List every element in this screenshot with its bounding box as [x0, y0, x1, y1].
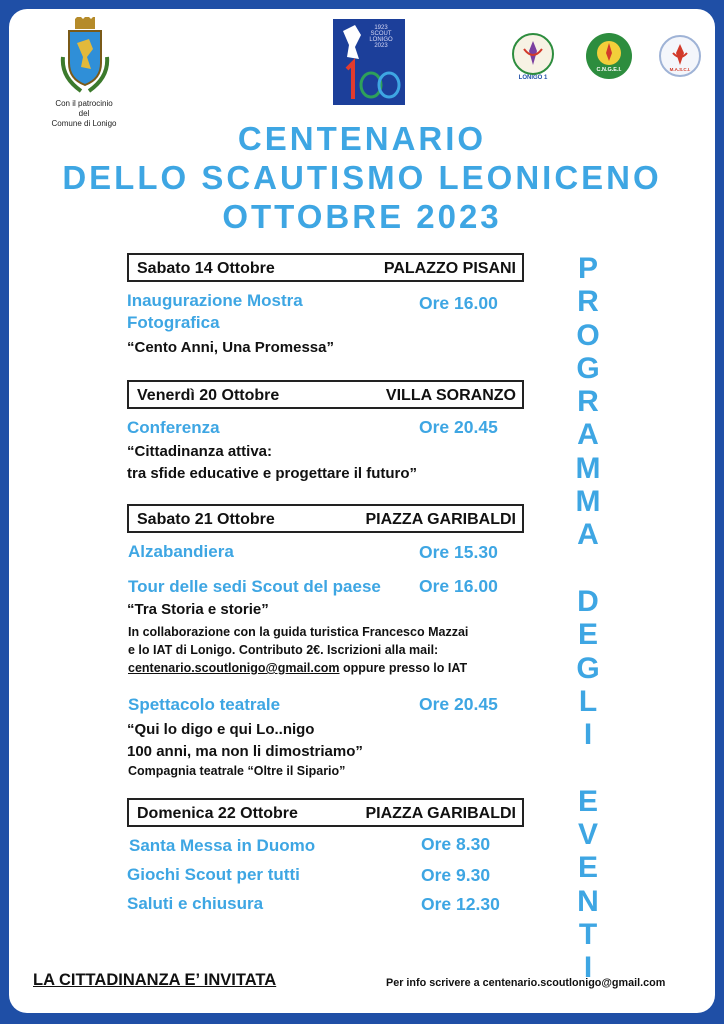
title-line-2: DELLO SCAUTISMO LEONICENO — [62, 159, 662, 196]
badge-label: C.N.G.E.I. — [596, 67, 622, 73]
vertical-letter: P — [577, 252, 598, 285]
logo-year-start: 1923 — [374, 25, 388, 31]
title-line-3: OTTOBRE 2023 — [222, 198, 502, 235]
event-info — [128, 623, 468, 677]
section-place: PIAZZA GARIBALDI — [365, 511, 516, 528]
event-info-line — [128, 659, 468, 677]
vertical-letter: G — [576, 651, 600, 685]
vertical-programme-label — [568, 252, 608, 985]
email-link[interactable]: centenario.scoutlonigo@gmail.com — [128, 661, 340, 675]
event-time: Ore 20.45 — [419, 417, 498, 437]
event-title: Santa Messa in Duomo — [129, 836, 316, 855]
section-header — [127, 798, 524, 827]
event-title-line: Fotografica — [127, 313, 220, 332]
event-quote-line: tra sfide educative e progettare il futuro” — [127, 465, 418, 482]
event-time: Ore 15.30 — [419, 542, 498, 562]
cngei-badge — [586, 33, 632, 79]
masci-badge — [659, 35, 701, 77]
vertical-letter: V — [577, 818, 598, 852]
vertical-letter: E — [577, 618, 598, 652]
vertical-letter: L — [578, 684, 598, 718]
event-title-line: Inaugurazione Mostra — [127, 291, 303, 310]
badge-label: M.A.S.C.I. — [669, 67, 691, 72]
event-quote-line: 100 anni, ma non li dimostriamo” — [127, 743, 363, 760]
patronage-line: del — [78, 109, 90, 118]
event-time: Ore 12.30 — [421, 894, 500, 914]
vertical-letter: A — [577, 518, 599, 552]
section-date: Domenica 22 Ottobre — [137, 805, 298, 822]
event-quote — [127, 441, 417, 485]
lonigo-1-badge — [512, 33, 554, 81]
contact-info: Per info scrivere a centenario.scoutlonigo@gmail.com — [386, 977, 666, 989]
vertical-letter: M — [575, 485, 601, 519]
vertical-letter: G — [576, 351, 600, 385]
vertical-letter: N — [577, 884, 599, 918]
invitation-text: LA CITTADINANZA E’ INVITATA — [33, 971, 277, 989]
event-title: Alzabandiera — [128, 542, 234, 561]
poster — [9, 9, 715, 1013]
vertical-gap — [568, 552, 608, 585]
vertical-letter: E — [577, 851, 598, 885]
event-time: Ore 8.30 — [421, 834, 491, 854]
vertical-letter: R — [577, 385, 599, 419]
event-quote-line: “Cittadinanza attiva: — [127, 443, 273, 460]
event-quote: “Tra Storia e storie” — [127, 601, 269, 618]
logo-text: SCOUT — [370, 31, 392, 37]
patronage-line: Con il patrocinio — [55, 99, 113, 108]
event-title: Giochi Scout per tutti — [127, 865, 300, 884]
event-time: Ore 16.00 — [419, 293, 498, 313]
event-title: Saluti e chiusura — [127, 894, 264, 913]
event-quote — [127, 719, 363, 763]
section-place: VILLA SORANZO — [385, 387, 516, 404]
vertical-letter: R — [577, 285, 599, 319]
vertical-letter: A — [577, 418, 599, 452]
event-info-line: e lo IAT di Lonigo. Contributo 2€. Iscrizioni alla mail: — [128, 643, 439, 657]
event-company: Compagnia teatrale “Oltre il Sipario” — [128, 764, 346, 778]
event-title: Spettacolo teatrale — [128, 695, 281, 714]
section-date: Sabato 14 Ottobre — [137, 260, 275, 277]
event-time: Ore 16.00 — [419, 576, 498, 596]
section-header — [127, 504, 524, 533]
section-place: PIAZZA GARIBALDI — [365, 805, 516, 822]
section-date: Sabato 21 Ottobre — [137, 511, 275, 528]
vertical-letter: M — [575, 451, 601, 485]
title-line-1: CENTENARIO — [237, 120, 487, 157]
vertical-letter: I — [583, 951, 593, 985]
vertical-letter: T — [578, 917, 598, 951]
section-header — [127, 253, 524, 282]
event-quote: “Cento Anni, Una Promessa” — [127, 339, 334, 356]
comune-crest-logo — [59, 17, 111, 99]
logo-year-end: 2023 — [374, 43, 388, 49]
logo-text: LONIGO — [369, 37, 393, 43]
vertical-letter: O — [576, 318, 600, 352]
badge-label: LONIGO 1 — [518, 75, 548, 81]
vertical-letter: I — [583, 718, 593, 752]
event-quote-line: “Qui lo digo e qui Lo..nigo — [127, 721, 315, 738]
vertical-gap — [568, 751, 608, 784]
event-info-suffix: oppure presso lo IAT — [339, 661, 468, 675]
vertical-letter: E — [577, 784, 598, 818]
patronage-line: Comune di Lonigo — [51, 119, 117, 128]
event-time: Ore 20.45 — [419, 694, 498, 714]
event-title: Tour delle sedi Scout del paese — [128, 577, 381, 596]
section-date: Venerdì 20 Ottobre — [137, 387, 280, 404]
centenary-logo — [333, 19, 405, 105]
event-info-line: In collaborazione con la guida turistica Francesco Mazzai — [128, 625, 469, 639]
event-title: Conferenza — [127, 418, 220, 437]
event-time: Ore 9.30 — [421, 865, 491, 885]
vertical-letter: D — [577, 584, 599, 618]
section-place: PALAZZO PISANI — [383, 260, 516, 277]
section-header — [127, 380, 524, 409]
event-title — [127, 290, 303, 334]
